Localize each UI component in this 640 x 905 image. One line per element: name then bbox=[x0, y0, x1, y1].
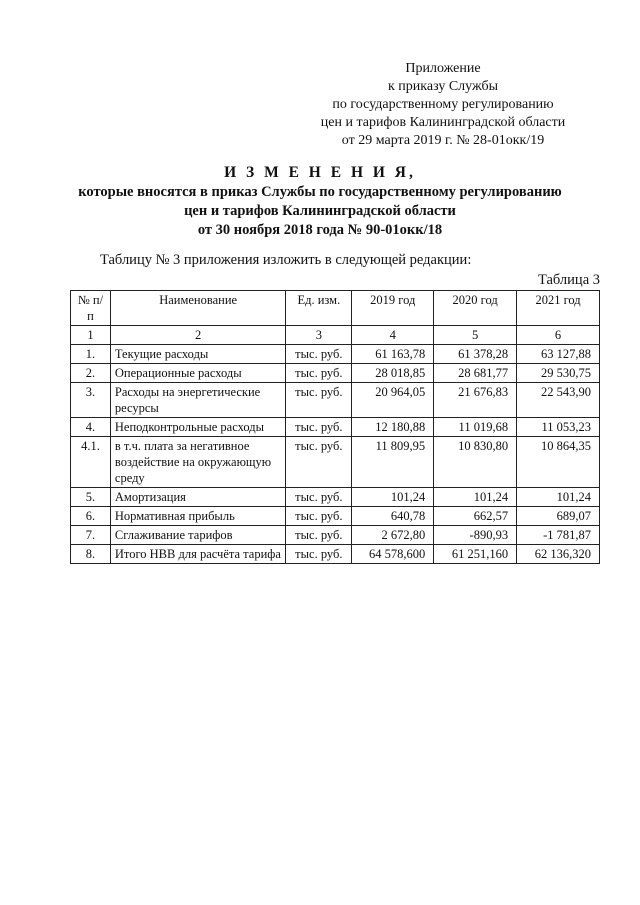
title-line: которые вносятся в приказ Службы по государственному регулированию bbox=[78, 184, 562, 200]
value-2019: 12 180,88 bbox=[352, 418, 434, 437]
table-row bbox=[71, 526, 600, 545]
row-unit: тыс. руб. bbox=[286, 418, 352, 437]
value-2020: 101,24 bbox=[434, 488, 517, 507]
row-number: 4.1. bbox=[71, 437, 111, 488]
table-header-row bbox=[71, 291, 600, 326]
title-heading: И З М Е Н Е Н И Я, bbox=[224, 164, 416, 181]
value-2020: -890,93 bbox=[434, 526, 517, 545]
column-header-2021: 2021 год bbox=[517, 291, 600, 326]
column-header-2019: 2019 год bbox=[352, 291, 434, 326]
title-line: цен и тарифов Калининградской области bbox=[184, 203, 456, 219]
appendix-line: к приказу Службы bbox=[388, 79, 498, 94]
value-2019: 640,78 bbox=[352, 507, 434, 526]
column-header-name: Наименование bbox=[110, 291, 285, 326]
row-name: Амортизация bbox=[110, 488, 285, 507]
value-2021: 101,24 bbox=[517, 488, 600, 507]
row-name: в т.ч. плата за негативное воздействие на окружающую среду bbox=[110, 437, 285, 488]
column-number: 2 bbox=[110, 326, 285, 345]
intro-text: Таблицу № 3 приложения изложить в следующей редакции: bbox=[100, 252, 472, 268]
value-2020: 61 251,160 bbox=[434, 545, 517, 564]
appendix-line: цен и тарифов Калининградской области bbox=[320, 115, 566, 130]
column-number: 6 bbox=[517, 326, 600, 345]
column-numbers-row bbox=[71, 326, 600, 345]
value-2019: 28 018,85 bbox=[352, 364, 434, 383]
row-unit: тыс. руб. bbox=[286, 507, 352, 526]
row-number: 1. bbox=[71, 345, 111, 364]
table-caption: Таблица 3 bbox=[537, 272, 600, 288]
row-unit: тыс. руб. bbox=[286, 545, 352, 564]
column-number: 3 bbox=[286, 326, 352, 345]
row-name: Итого НВВ для расчёта тарифа bbox=[110, 545, 285, 564]
row-name: Нормативная прибыль bbox=[110, 507, 285, 526]
table-row bbox=[71, 507, 600, 526]
value-2019: 20 964,05 bbox=[352, 383, 434, 418]
row-number: 8. bbox=[71, 545, 111, 564]
row-name: Расходы на энергетические ресурсы bbox=[110, 383, 285, 418]
data-table bbox=[70, 290, 600, 564]
row-unit: тыс. руб. bbox=[286, 383, 352, 418]
value-2021: 11 053,23 bbox=[517, 418, 600, 437]
value-2021: 63 127,88 bbox=[517, 345, 600, 364]
column-number: 4 bbox=[352, 326, 434, 345]
value-2020: 10 830,80 bbox=[434, 437, 517, 488]
value-2019: 11 809,95 bbox=[352, 437, 434, 488]
appendix-reference bbox=[300, 60, 586, 150]
row-name: Сглаживание тарифов bbox=[110, 526, 285, 545]
column-header-number: № п/п bbox=[71, 291, 111, 326]
row-number: 4. bbox=[71, 418, 111, 437]
title-line: от 30 ноября 2018 года № 90-01окк/18 bbox=[197, 222, 443, 238]
document-title bbox=[40, 163, 600, 240]
value-2021: 29 530,75 bbox=[517, 364, 600, 383]
row-number: 7. bbox=[71, 526, 111, 545]
table-row bbox=[71, 437, 600, 488]
column-header-2020: 2020 год bbox=[434, 291, 517, 326]
column-number: 1 bbox=[71, 326, 111, 345]
value-2020: 11 019,68 bbox=[434, 418, 517, 437]
value-2019: 64 578,600 bbox=[352, 545, 434, 564]
value-2021: 62 136,320 bbox=[517, 545, 600, 564]
value-2020: 28 681,77 bbox=[434, 364, 517, 383]
row-number: 6. bbox=[71, 507, 111, 526]
row-name: Неподконтрольные расходы bbox=[110, 418, 285, 437]
table-row bbox=[71, 418, 600, 437]
column-header-unit: Ед. изм. bbox=[286, 291, 352, 326]
value-2021: 10 864,35 bbox=[517, 437, 600, 488]
value-2020: 61 378,28 bbox=[434, 345, 517, 364]
table-row bbox=[71, 383, 600, 418]
table-row bbox=[71, 345, 600, 364]
value-2020: 662,57 bbox=[434, 507, 517, 526]
row-unit: тыс. руб. bbox=[286, 345, 352, 364]
value-2021: 689,07 bbox=[517, 507, 600, 526]
appendix-line: от 29 марта 2019 г. № 28-01окк/19 bbox=[341, 133, 545, 148]
value-2020: 21 676,83 bbox=[434, 383, 517, 418]
appendix-line: по государственному регулированию bbox=[332, 97, 554, 112]
row-number: 5. bbox=[71, 488, 111, 507]
table-row bbox=[71, 488, 600, 507]
value-2021: -1 781,87 bbox=[517, 526, 600, 545]
row-unit: тыс. руб. bbox=[286, 488, 352, 507]
table-row bbox=[71, 364, 600, 383]
value-2021: 22 543,90 bbox=[517, 383, 600, 418]
row-number: 3. bbox=[71, 383, 111, 418]
row-unit: тыс. руб. bbox=[286, 364, 352, 383]
column-number: 5 bbox=[434, 326, 517, 345]
row-unit: тыс. руб. bbox=[286, 437, 352, 488]
table-row bbox=[71, 545, 600, 564]
value-2019: 61 163,78 bbox=[352, 345, 434, 364]
value-2019: 101,24 bbox=[352, 488, 434, 507]
value-2019: 2 672,80 bbox=[352, 526, 434, 545]
row-name: Операционные расходы bbox=[110, 364, 285, 383]
appendix-line: Приложение bbox=[405, 61, 481, 76]
row-unit: тыс. руб. bbox=[286, 526, 352, 545]
row-name: Текущие расходы bbox=[110, 345, 285, 364]
row-number: 2. bbox=[71, 364, 111, 383]
